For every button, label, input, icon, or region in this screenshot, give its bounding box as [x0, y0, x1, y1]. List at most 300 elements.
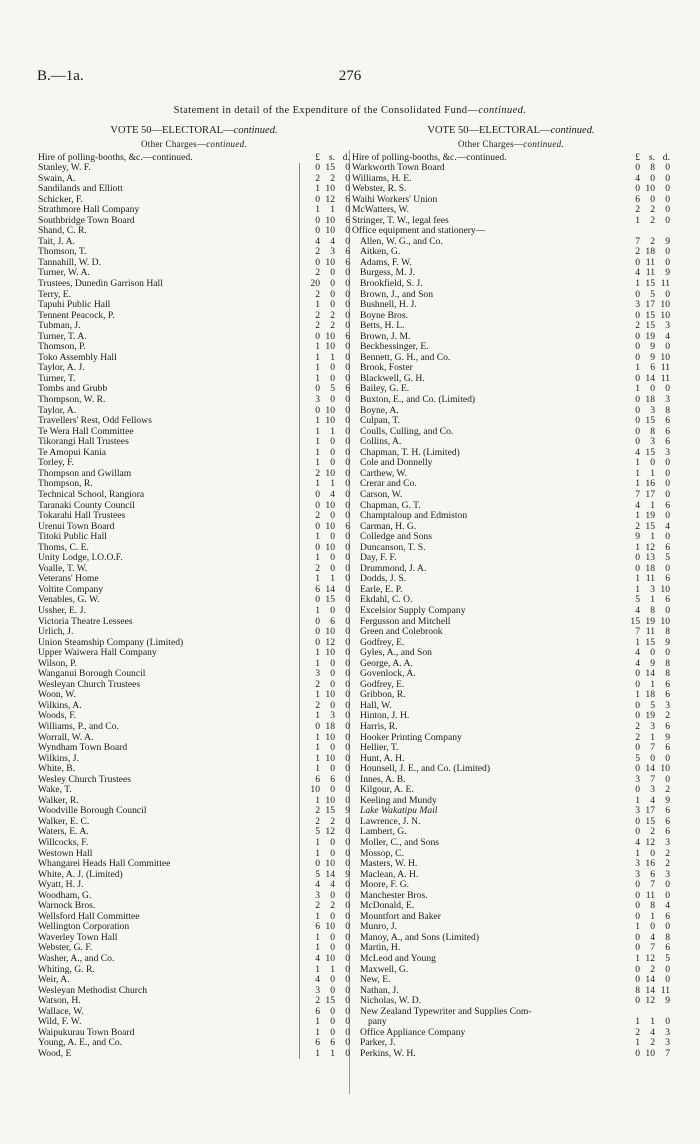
payee-name: Gyles, A., and Son [360, 648, 432, 659]
vote-heading: VOTE 50—ELECTORAL—continued. [110, 125, 278, 136]
shillings: 1 [330, 351, 335, 363]
pence: 0 [345, 562, 350, 574]
pounds: 1 [315, 710, 320, 722]
pence: 0 [345, 1026, 350, 1038]
pence: 0 [665, 162, 670, 173]
payee-name: Innes, A. B. [360, 774, 406, 785]
pounds: 7 [635, 626, 640, 638]
pence: 0 [345, 351, 350, 363]
pence: 10 [660, 763, 670, 775]
pounds: 0 [315, 330, 320, 342]
table-row [38, 1049, 350, 1060]
amount [620, 416, 670, 427]
table-row [352, 986, 670, 997]
shillings: 12 [645, 541, 655, 553]
amount [620, 722, 670, 733]
amount [299, 511, 350, 522]
table-row [38, 300, 350, 311]
amount [299, 448, 350, 459]
payee-name: Martin, H. [360, 943, 401, 954]
payee-name: Lake Wakatipu Mail [360, 806, 438, 817]
shillings: 0 [330, 837, 335, 848]
amount [620, 216, 670, 227]
pence: 9 [665, 731, 670, 743]
payee-name: Aitken, G. [360, 247, 401, 258]
amount [299, 195, 350, 206]
pounds: 1 [635, 1016, 640, 1028]
table-row [38, 437, 350, 448]
amount [299, 353, 350, 364]
payee-name: Voltite Company [38, 584, 104, 595]
amount [620, 1028, 670, 1039]
payee-name: Beckbessinger, E. [360, 342, 429, 353]
shillings: 18 [325, 720, 335, 732]
pounds: 3 [635, 868, 640, 880]
payee-name: Young, A. E., and Co. [38, 1038, 123, 1049]
amount [620, 195, 670, 206]
group-label: Hire of polling-booths, &c.—continued. [38, 152, 193, 163]
pence: 0 [345, 942, 350, 954]
pounds: 6 [315, 1037, 320, 1049]
shillings: 17 [645, 488, 655, 500]
shillings: 10 [325, 858, 335, 870]
payee-name: Wesley Church Trustees [38, 774, 132, 785]
pence: 0 [345, 615, 350, 627]
table-row [352, 796, 670, 807]
payee-name: Gribbon, R. [360, 690, 406, 701]
pounds: 3 [635, 805, 640, 817]
amount [620, 395, 670, 406]
table-row [352, 406, 670, 417]
shillings: 1 [650, 531, 655, 543]
amount [299, 469, 350, 480]
shillings: 10 [325, 404, 335, 416]
table-row [38, 532, 350, 543]
table-row [352, 416, 670, 427]
pence: 0 [345, 404, 350, 416]
pounds: 1 [635, 214, 640, 226]
pounds: 0 [635, 552, 640, 564]
amount [299, 1038, 350, 1049]
pounds: 2 [315, 309, 320, 321]
table-row [38, 1017, 350, 1028]
pounds: 0 [315, 214, 320, 226]
pounds: 0 [635, 889, 640, 901]
shillings: 15 [645, 636, 655, 648]
pounds: 0 [635, 910, 640, 922]
pence: 0 [665, 193, 670, 205]
pence: 0 [665, 478, 670, 490]
payee-name: New, E. [360, 975, 391, 986]
table-row [352, 764, 670, 775]
table-row [352, 1038, 670, 1049]
table-row [352, 954, 670, 965]
table-row [38, 1038, 350, 1049]
pence: 9 [345, 805, 350, 817]
amount [620, 226, 670, 237]
shillings: 14 [325, 868, 335, 880]
pence: 4 [665, 900, 670, 912]
shillings: 10 [325, 953, 335, 965]
pounds: 0 [635, 742, 640, 754]
pence: 0 [345, 573, 350, 585]
pounds: 9 [635, 531, 640, 543]
payee-name: Buxton, E., and Co. (Limited) [360, 395, 476, 406]
amount [620, 1017, 670, 1028]
pounds: 0 [635, 330, 640, 342]
table-row [352, 311, 670, 322]
shillings: 9 [650, 341, 655, 353]
pounds: 2 [315, 320, 320, 332]
shillings: 16 [645, 478, 655, 490]
table-row [352, 458, 670, 469]
table-row [352, 395, 670, 406]
table-row [38, 311, 350, 322]
pence: 9 [665, 995, 670, 1007]
payee-name: Walker, R. [38, 795, 79, 806]
shillings: 4 [650, 1026, 655, 1038]
amount [299, 290, 350, 301]
pence: 0 [665, 921, 670, 933]
shillings: 6 [330, 773, 335, 785]
pence: 0 [345, 995, 350, 1007]
table-row [38, 617, 350, 628]
table-row [352, 669, 670, 680]
pence: 3 [665, 394, 670, 406]
currency-header: £ s. d. [315, 152, 350, 163]
table-row [38, 395, 350, 406]
shillings: 10 [325, 183, 335, 195]
table-row [352, 384, 670, 395]
pounds: 0 [635, 900, 640, 912]
shillings: 10 [645, 1047, 655, 1059]
pounds: 0 [315, 488, 320, 500]
shillings: 10 [325, 752, 335, 764]
pence: 0 [345, 984, 350, 996]
shillings: 0 [650, 193, 655, 205]
payee-name: Woodham, G. [38, 890, 92, 901]
pence: 0 [345, 699, 350, 711]
statement-title-suffix: continued. [478, 105, 527, 116]
pounds: 0 [635, 425, 640, 437]
table-row [38, 595, 350, 606]
pounds: 1 [315, 1016, 320, 1028]
amount [620, 427, 670, 438]
table-row [352, 880, 670, 891]
payee-name: Tait, J. A. [38, 236, 75, 247]
shillings: 3 [650, 404, 655, 416]
amount [299, 922, 350, 933]
pounds: 1 [315, 299, 320, 311]
shillings: 0 [650, 457, 655, 469]
pence: 0 [345, 320, 350, 332]
payee-name: Trustees, Dunedin Garrison Hall [38, 279, 163, 290]
payee-name: Hounsell, J. E., and Co. (Limited) [360, 764, 491, 775]
pence: 0 [665, 288, 670, 300]
table-row [38, 205, 350, 216]
amount [299, 427, 350, 438]
pence: 0 [345, 953, 350, 965]
shillings: 14 [645, 984, 655, 996]
pence: 0 [345, 583, 350, 595]
amount [299, 606, 350, 617]
pounds: 3 [315, 889, 320, 901]
pounds: 1 [635, 636, 640, 648]
statement-title-prefix: Statement in detail of the Expenditure of the Consolidated Fund— [173, 105, 479, 116]
pounds: 4 [635, 647, 640, 659]
pounds: 2 [315, 267, 320, 279]
pounds: 0 [635, 183, 640, 195]
table-row [352, 891, 670, 902]
table-row [38, 627, 350, 638]
pence: 0 [345, 668, 350, 680]
table-row [352, 511, 670, 522]
amount [620, 838, 670, 849]
payee-name: Parker, J. [360, 1038, 396, 1049]
right-column [352, 124, 670, 1059]
amount [620, 247, 670, 258]
payee-name: Thompson and Gwillam [38, 468, 132, 479]
pence: 0 [345, 267, 350, 279]
pence: 0 [345, 678, 350, 690]
payee-name: Wood, E [38, 1048, 72, 1059]
amount [620, 648, 670, 659]
amount [299, 384, 350, 395]
table-row [38, 258, 350, 269]
table-row [38, 891, 350, 902]
pence: 6 [665, 742, 670, 754]
table-row [352, 184, 670, 195]
amount [299, 669, 350, 680]
pounds: 0 [315, 256, 320, 268]
table-row [352, 1007, 670, 1018]
payee-name: Wallace, W. [38, 1006, 84, 1017]
payee-name: Tubman, J. [38, 321, 81, 332]
amount [299, 975, 350, 986]
amount [299, 300, 350, 311]
table-row [38, 638, 350, 649]
amount [620, 595, 670, 606]
payee-name: Tannahill, W. D. [38, 257, 102, 268]
pounds: 1 [315, 204, 320, 216]
amount [620, 690, 670, 701]
amount [299, 268, 350, 279]
pence: 9 [665, 267, 670, 279]
shillings: 1 [650, 594, 655, 606]
payee-name: Wyatt, H. J. [38, 880, 84, 891]
pence: 0 [345, 341, 350, 353]
payee-name: George, A. A. [360, 658, 413, 669]
shillings: 11 [645, 573, 655, 585]
table-row [38, 247, 350, 258]
pounds: 3 [635, 858, 640, 870]
shillings: 0 [330, 889, 335, 901]
shillings: 5 [650, 699, 655, 711]
pence: 2 [665, 784, 670, 796]
pence: 3 [665, 446, 670, 458]
pounds: 0 [315, 626, 320, 638]
pounds: 1 [315, 1026, 320, 1038]
payee-name: Turner, T. [38, 373, 76, 384]
shillings: 10 [325, 225, 335, 237]
pounds: 4 [635, 446, 640, 458]
payee-name: Tennent Peacock, P. [38, 310, 115, 321]
payee-name: Upper Waiwera Hall Company [38, 648, 157, 659]
payee-name: Carson, W. [360, 489, 403, 500]
amount [620, 733, 670, 744]
pounds: 1 [315, 351, 320, 363]
amount [299, 1017, 350, 1028]
pounds: 2 [315, 172, 320, 184]
pounds: 1 [635, 794, 640, 806]
table-row [352, 353, 670, 364]
table-row [352, 321, 670, 332]
pence: 6 [665, 425, 670, 437]
payee-name: Worrall, W. A. [38, 732, 94, 743]
pounds: 1 [315, 552, 320, 564]
table-row [38, 564, 350, 575]
payee-name: Te Wera Hall Committee [38, 426, 134, 437]
table-row [38, 1007, 350, 1018]
payee-name: Hellier, T. [360, 743, 399, 754]
amount [299, 522, 350, 533]
payee-name: Westown Hall [38, 848, 93, 859]
pounds: 0 [315, 225, 320, 237]
table-row [38, 659, 350, 670]
table-row [352, 743, 670, 754]
table-row [38, 290, 350, 301]
table-row [352, 332, 670, 343]
pounds: 1 [635, 541, 640, 553]
pence: 0 [345, 372, 350, 384]
table-row [38, 543, 350, 554]
pounds: 1 [315, 752, 320, 764]
table-row [352, 849, 670, 860]
table-row [38, 427, 350, 438]
amount [620, 743, 670, 754]
shillings: 15 [325, 162, 335, 173]
pence: 0 [665, 889, 670, 901]
shillings: 0 [330, 362, 335, 374]
payee-name: Whiting, G. R. [38, 964, 95, 975]
table-row [38, 965, 350, 976]
pence: 3 [665, 699, 670, 711]
payee-name: Green and Colebrook [360, 627, 443, 638]
amount [620, 332, 670, 343]
amount [299, 690, 350, 701]
shillings: 8 [650, 425, 655, 437]
table-row [352, 279, 670, 290]
pence: 0 [345, 858, 350, 870]
pounds: 1 [315, 794, 320, 806]
pounds: 0 [635, 1047, 640, 1059]
pounds: 1 [635, 467, 640, 479]
pounds: 0 [635, 879, 640, 891]
pence: 0 [345, 815, 350, 827]
payee-name: Wake, T. [38, 785, 72, 796]
payee-name: Titoki Public Hall [38, 532, 107, 543]
pence: 5 [665, 552, 670, 564]
pence: 9 [665, 235, 670, 247]
payee-name: Office equipment and stationery— [352, 226, 486, 237]
payee-name: Betts, H. L. [360, 321, 405, 332]
table-row [352, 1028, 670, 1039]
pence: 0 [345, 931, 350, 943]
payee-name: Cole and Donnelly [360, 458, 433, 469]
table-row [38, 922, 350, 933]
shillings: 5 [650, 288, 655, 300]
table-row [38, 184, 350, 195]
table-row [352, 775, 670, 786]
pence: 0 [345, 1047, 350, 1059]
payee-name: Tikorangi Hall Trustees [38, 437, 129, 448]
payee-name: Mountfort and Baker [360, 911, 441, 922]
amount [299, 1049, 350, 1060]
shillings: 0 [330, 763, 335, 775]
payee-name: Turner, T. A. [38, 331, 87, 342]
table-row [352, 827, 670, 838]
payee-name: Kilgour, A. E. [360, 785, 414, 796]
table-row [352, 901, 670, 912]
pence: 6 [665, 573, 670, 585]
table-row [352, 532, 670, 543]
table-row [38, 384, 350, 395]
pounds: 2 [315, 699, 320, 711]
pence: 0 [345, 446, 350, 458]
payee-name: Govenlock, A. [360, 669, 416, 680]
shillings: 0 [650, 921, 655, 933]
table-row [38, 174, 350, 185]
shillings: 3 [330, 710, 335, 722]
pence: 2 [665, 847, 670, 859]
table-row [352, 437, 670, 448]
table-row [38, 363, 350, 374]
table-row [38, 775, 350, 786]
pence: 0 [665, 467, 670, 479]
table-row [38, 648, 350, 659]
pounds: 15 [630, 615, 640, 627]
pence: 0 [665, 974, 670, 986]
shillings: 10 [325, 626, 335, 638]
payee-name: Boyne, A. [360, 405, 399, 416]
pounds: 2 [315, 467, 320, 479]
pounds: 4 [315, 953, 320, 965]
pounds: 1 [315, 436, 320, 448]
table-row [352, 817, 670, 828]
shillings: 12 [645, 837, 655, 848]
table-row [38, 458, 350, 469]
table-row [38, 669, 350, 680]
payee-name: Brown, J., and Son [360, 289, 434, 300]
shillings: 10 [325, 256, 335, 268]
pence: 0 [345, 604, 350, 616]
pounds: 1 [315, 910, 320, 922]
pounds: 0 [315, 541, 320, 553]
entry-list [38, 163, 350, 1059]
table-row [352, 1049, 670, 1060]
pounds: 0 [635, 699, 640, 711]
pounds: 4 [315, 879, 320, 891]
table-row [38, 163, 350, 174]
shillings: 3 [650, 784, 655, 796]
table-row [38, 1028, 350, 1039]
shillings: 18 [645, 394, 655, 406]
payee-name: Wellsford Hall Committee [38, 911, 140, 922]
shillings: 4 [650, 931, 655, 943]
pence: 0 [345, 784, 350, 796]
table-row [352, 943, 670, 954]
table-row [38, 711, 350, 722]
